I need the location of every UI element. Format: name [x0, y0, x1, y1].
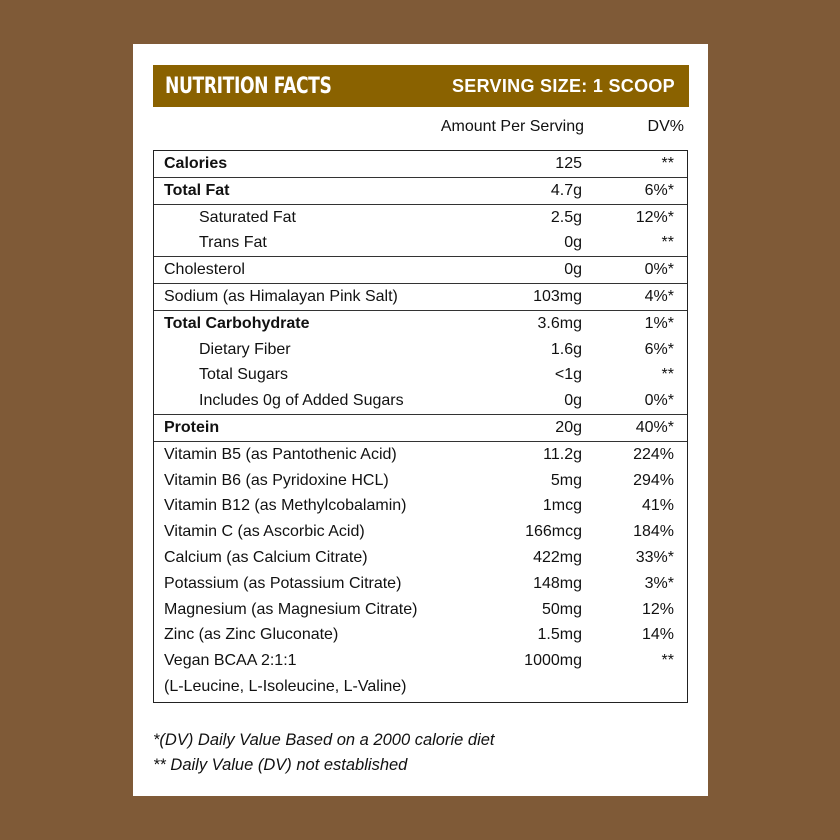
nutrient-row [154, 257, 687, 283]
nutrient-amount: 3.6mg [537, 314, 582, 332]
nutrition-label-card [133, 44, 708, 796]
header-band [153, 65, 689, 107]
nutrient-section [154, 177, 687, 204]
nutrient-row [154, 311, 687, 337]
nutrient-row [154, 442, 687, 468]
nutrient-amount: 1000mg [524, 652, 582, 670]
nutrient-amount: 103mg [533, 287, 582, 305]
nutrient-row [154, 468, 687, 494]
nutrient-amount: 20g [555, 418, 582, 436]
footnotes [153, 728, 495, 778]
nutrient-row [154, 178, 687, 204]
nutrient-amount: 1mcg [542, 497, 582, 515]
nutrient-name: Dietary Fiber [199, 340, 291, 358]
nutrient-row [154, 622, 687, 648]
nutrient-daily-value: 184% [633, 523, 674, 541]
dv-column-header: DV% [647, 118, 684, 135]
nutrient-daily-value: 41% [641, 497, 674, 515]
nutrient-section [154, 441, 687, 702]
nutrient-section [154, 204, 687, 257]
nutrient-section [154, 256, 687, 283]
nutrient-daily-value: ** [661, 366, 674, 384]
nutrient-name: Trans Fat [199, 234, 267, 252]
nutrient-daily-value: 6%* [644, 340, 674, 358]
nutrient-daily-value: 12%* [635, 208, 674, 226]
nutrient-amount: 0g [564, 234, 582, 252]
nutrient-row [154, 205, 687, 231]
nutrient-row [154, 674, 687, 702]
nutrient-amount: 11.2g [543, 445, 582, 463]
nutrient-row [154, 648, 687, 674]
nutrient-name: (L-Leucine, L-Isoleucine, L-Valine) [164, 677, 407, 695]
amount-column-header: Amount Per Serving [440, 118, 584, 135]
nutrient-row [154, 337, 687, 363]
nutrient-daily-value: 224% [633, 445, 674, 463]
nutrient-name: Calcium (as Calcium Citrate) [164, 548, 368, 566]
nutrient-section [154, 414, 687, 441]
nutrient-row [154, 519, 687, 545]
nutrient-name: Vegan BCAA 2:1:1 [164, 652, 297, 670]
nutrient-amount: 50mg [541, 600, 582, 618]
nutrient-amount: 166mcg [525, 523, 582, 541]
nutrient-name: Vitamin B5 (as Pantothenic Acid) [164, 445, 397, 463]
nutrient-amount: 422mg [533, 548, 582, 566]
nutrition-facts-title: NUTRITION FACTS [165, 73, 332, 99]
nutrient-row [154, 415, 687, 441]
nutrient-daily-value: 1%* [644, 314, 674, 332]
serving-size: SERVING SIZE: 1 SCOOP [451, 75, 675, 96]
nutrient-name: Potassium (as Potassium Citrate) [164, 574, 402, 592]
nutrient-row [154, 362, 687, 388]
nutrient-daily-value: 33%* [635, 548, 674, 566]
nutrient-row [154, 493, 687, 519]
nutrient-daily-value: 4%* [644, 287, 674, 305]
nutrient-amount: 5mg [550, 471, 582, 489]
nutrient-name: Cholesterol [164, 261, 245, 279]
nutrient-daily-value: 294% [633, 471, 674, 489]
nutrient-row [154, 571, 687, 597]
nutrient-row [154, 545, 687, 571]
nutrient-amount: 0g [564, 392, 582, 410]
nutrient-row [154, 151, 687, 177]
nutrient-name: Protein [164, 418, 220, 436]
nutrient-daily-value: 14% [641, 626, 674, 644]
nutrient-amount: 125 [555, 155, 582, 172]
nutrient-amount: 1.5mg [537, 626, 582, 644]
nutrient-daily-value: 40%* [635, 418, 674, 436]
nutrient-amount: 4.7g [550, 181, 582, 199]
footnote-not-established: ** Daily Value (DV) not established [153, 756, 408, 774]
nutrient-name: Saturated Fat [199, 208, 296, 226]
nutrient-amount: 2.5g [550, 208, 582, 226]
nutrient-name: Vitamin C (as Ascorbic Acid) [164, 523, 365, 541]
nutrient-row [154, 597, 687, 623]
nutrient-table [153, 150, 688, 703]
nutrient-daily-value: ** [661, 234, 674, 252]
nutrient-daily-value: 3%* [644, 574, 674, 592]
nutrient-daily-value: 0%* [644, 261, 674, 279]
nutrient-name: Magnesium (as Magnesium Citrate) [164, 600, 418, 618]
nutrient-name: Vitamin B6 (as Pyridoxine HCL) [164, 471, 389, 489]
nutrient-row [154, 230, 687, 256]
column-headers [153, 116, 689, 140]
nutrient-name: Vitamin B12 (as Methylcobalamin) [164, 497, 407, 515]
nutrient-section [154, 151, 687, 177]
nutrient-amount: 1.6g [550, 340, 582, 358]
nutrient-name: Includes 0g of Added Sugars [199, 392, 404, 410]
nutrient-daily-value: 6%* [644, 181, 674, 199]
nutrient-daily-value: 12% [641, 600, 674, 618]
nutrient-row [154, 388, 687, 414]
nutrient-name: Zinc (as Zinc Gluconate) [164, 626, 339, 644]
nutrient-section [154, 283, 687, 310]
footnote-daily-value: *(DV) Daily Value Based on a 2000 calorie diet [153, 731, 495, 749]
nutrient-name: Sodium (as Himalayan Pink Salt) [164, 287, 398, 305]
nutrient-daily-value: ** [661, 155, 674, 172]
nutrient-amount: 148mg [533, 574, 582, 592]
nutrient-row [154, 284, 687, 310]
nutrient-amount: <1g [554, 366, 582, 384]
nutrient-name: Total Sugars [199, 366, 288, 384]
nutrient-name: Calories [164, 155, 228, 172]
nutrient-name: Total Fat [164, 181, 230, 199]
nutrient-amount: 0g [564, 261, 582, 279]
nutrient-daily-value: 0%* [644, 392, 674, 410]
nutrient-daily-value: ** [661, 652, 674, 670]
nutrient-section [154, 310, 687, 414]
nutrient-name: Total Carbohydrate [164, 314, 310, 332]
